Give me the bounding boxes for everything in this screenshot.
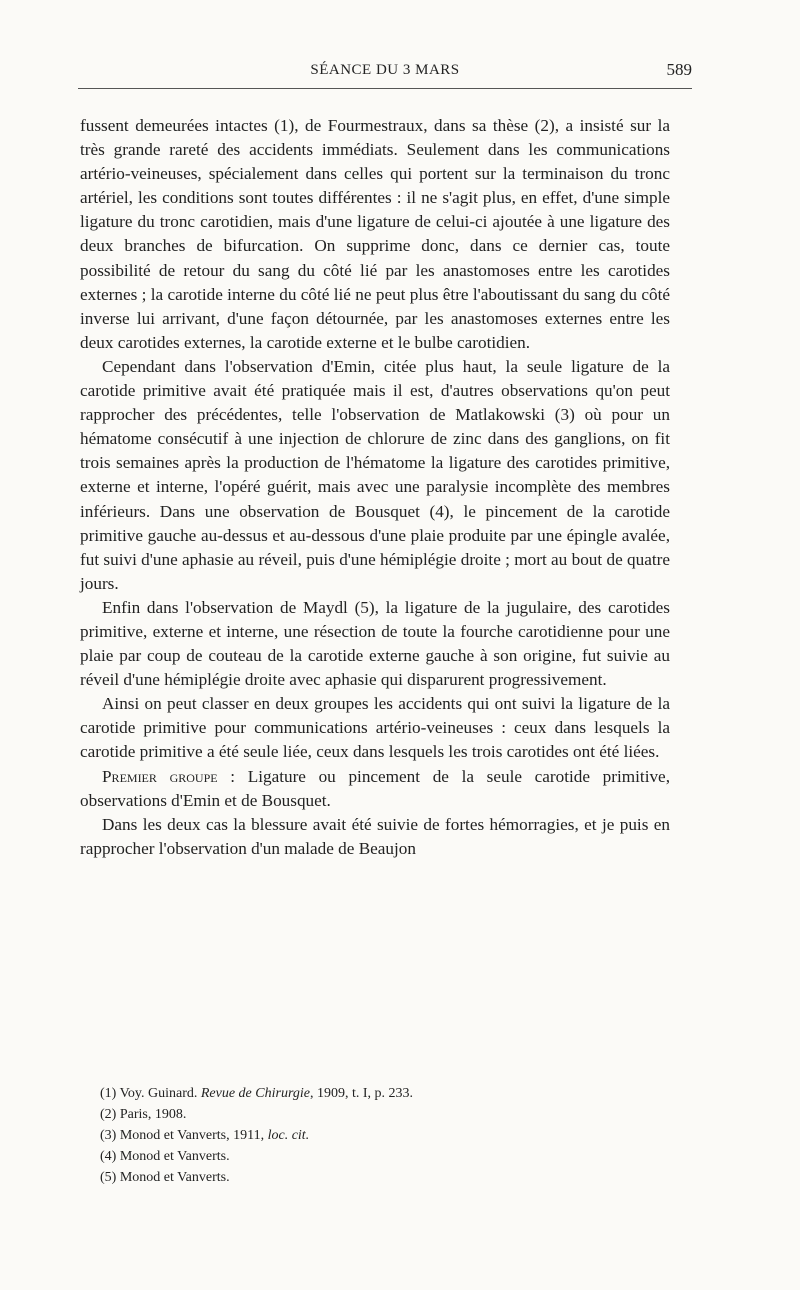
footnote-text: Monod et Vanverts. <box>119 1170 230 1185</box>
footnote-mark: (4) <box>100 1149 117 1164</box>
footnote-loc-cit: loc. cit. <box>267 1128 310 1143</box>
group-text: : Ligature ou pincement de la seule carotide primitive, observations d'Emin et de Bousquet. <box>80 766 670 810</box>
paragraph-1: fussent demeurées intactes (1), de Fourmestraux, dans sa thèse (2), a insisté sur la très grande rareté des accidents immédiats. Seulement dans les communications artério-veineuses, spécialement dans celles qui portent sur la terminaison du tronc artériel, les conditions sont toutes différentes : il ne s'agit plus, en effet, d'une simple ligature du tronc carotidien, mais d'une ligature de celui-ci ajoutée à une ligature des deux branches de bifurcation. On supprime donc, dans ce dernier cas, toute possibilité de retour du sang du côté lié par les anastomoses entre les carotides externes ; la carotide interne du côté lié ne peut plus être l'aboutissant du sang du côté inverse lui arrivant, d'une façon détournée, par les anastomoses externes entre les deux carotides externes, la carotide externe et le bulbe carotidien. <box>80 116 670 352</box>
body-text <box>80 114 670 861</box>
running-title: SÉANCE DU 3 MARS <box>310 62 460 78</box>
footnote-1 <box>100 1083 660 1104</box>
footnote-text: Monod et Vanverts. <box>119 1149 230 1164</box>
paragraph-4: Ainsi on peut classer en deux groupes les accidents qui ont suivi la ligature de la carotide primitive pour communications artério-veineuses : ceux dans lesquels la carotide primitive a été seule liée, ceux dans lesquels les trois carotides ont été liées. <box>80 694 670 762</box>
footnote-mark: (3) <box>100 1128 117 1143</box>
footnote-text: Monod et Vanverts, 1911, <box>119 1128 265 1143</box>
paragraph-last: Dans les deux cas la blessure avait été suivie de fortes hémorragies, et je puis en rapprocher l'observation d'un malade de Beaujon <box>80 814 670 858</box>
footnote-mark: (1) <box>100 1086 117 1101</box>
footnote-5 <box>100 1167 660 1188</box>
footnote-journal-title: Revue de Chirurgie <box>200 1086 310 1101</box>
footnote-mark: (2) <box>100 1107 117 1122</box>
paragraph-group-heading <box>80 765 670 813</box>
footnote-4 <box>100 1146 660 1167</box>
footnote-mark: (5) <box>100 1170 117 1185</box>
paragraph-2: Cependant dans l'observation d'Emin, citée plus haut, la seule ligature de la carotide primitive avait été pratiquée mais il est, d'autres observations qu'on peut rapprocher des précédentes, telle l'observation de Matlakowski (3) où pour un hématome consécutif à une injection de chlorure de zinc dans des ganglions, on fit trois semaines après la production de l'hématome la ligature des carotides primitive, externe et interne, l'opéré guérit, mais avec une paralysie incomplète des membres inférieurs. Dans une observation de Bousquet (4), le pincement de la carotide primitive gauche au-dessus et au-dessous d'une plaie produite par une épingle avalée, fut suivi d'une aphasie au réveil, puis d'une hémiplégie droite ; mort au bout de quatre jours. <box>80 356 670 593</box>
paragraph-3: Enfin dans l'observation de Maydl (5), la ligature de la jugulaire, des carotides primitive, externe et interne, une résection de toute la fourche carotidienne pour une plaie par coup de couteau de la carotide externe gauche à son origine, fut suivie au réveil d'une hémiplégie droite avec aphasie qui disparurent progressivement. <box>80 597 670 690</box>
footnote-3 <box>100 1125 660 1146</box>
footnote-text: Paris, 1908. <box>119 1107 187 1122</box>
footnotes <box>100 1083 660 1188</box>
footnote-text: Voy. Guinard. <box>119 1086 198 1101</box>
page-number: 589 <box>666 60 692 79</box>
page-header <box>78 58 692 89</box>
group-label: Premier groupe <box>102 766 218 786</box>
footnote-citation: , 1909, t. I, p. 233. <box>309 1086 414 1101</box>
footnote-2 <box>100 1104 660 1125</box>
